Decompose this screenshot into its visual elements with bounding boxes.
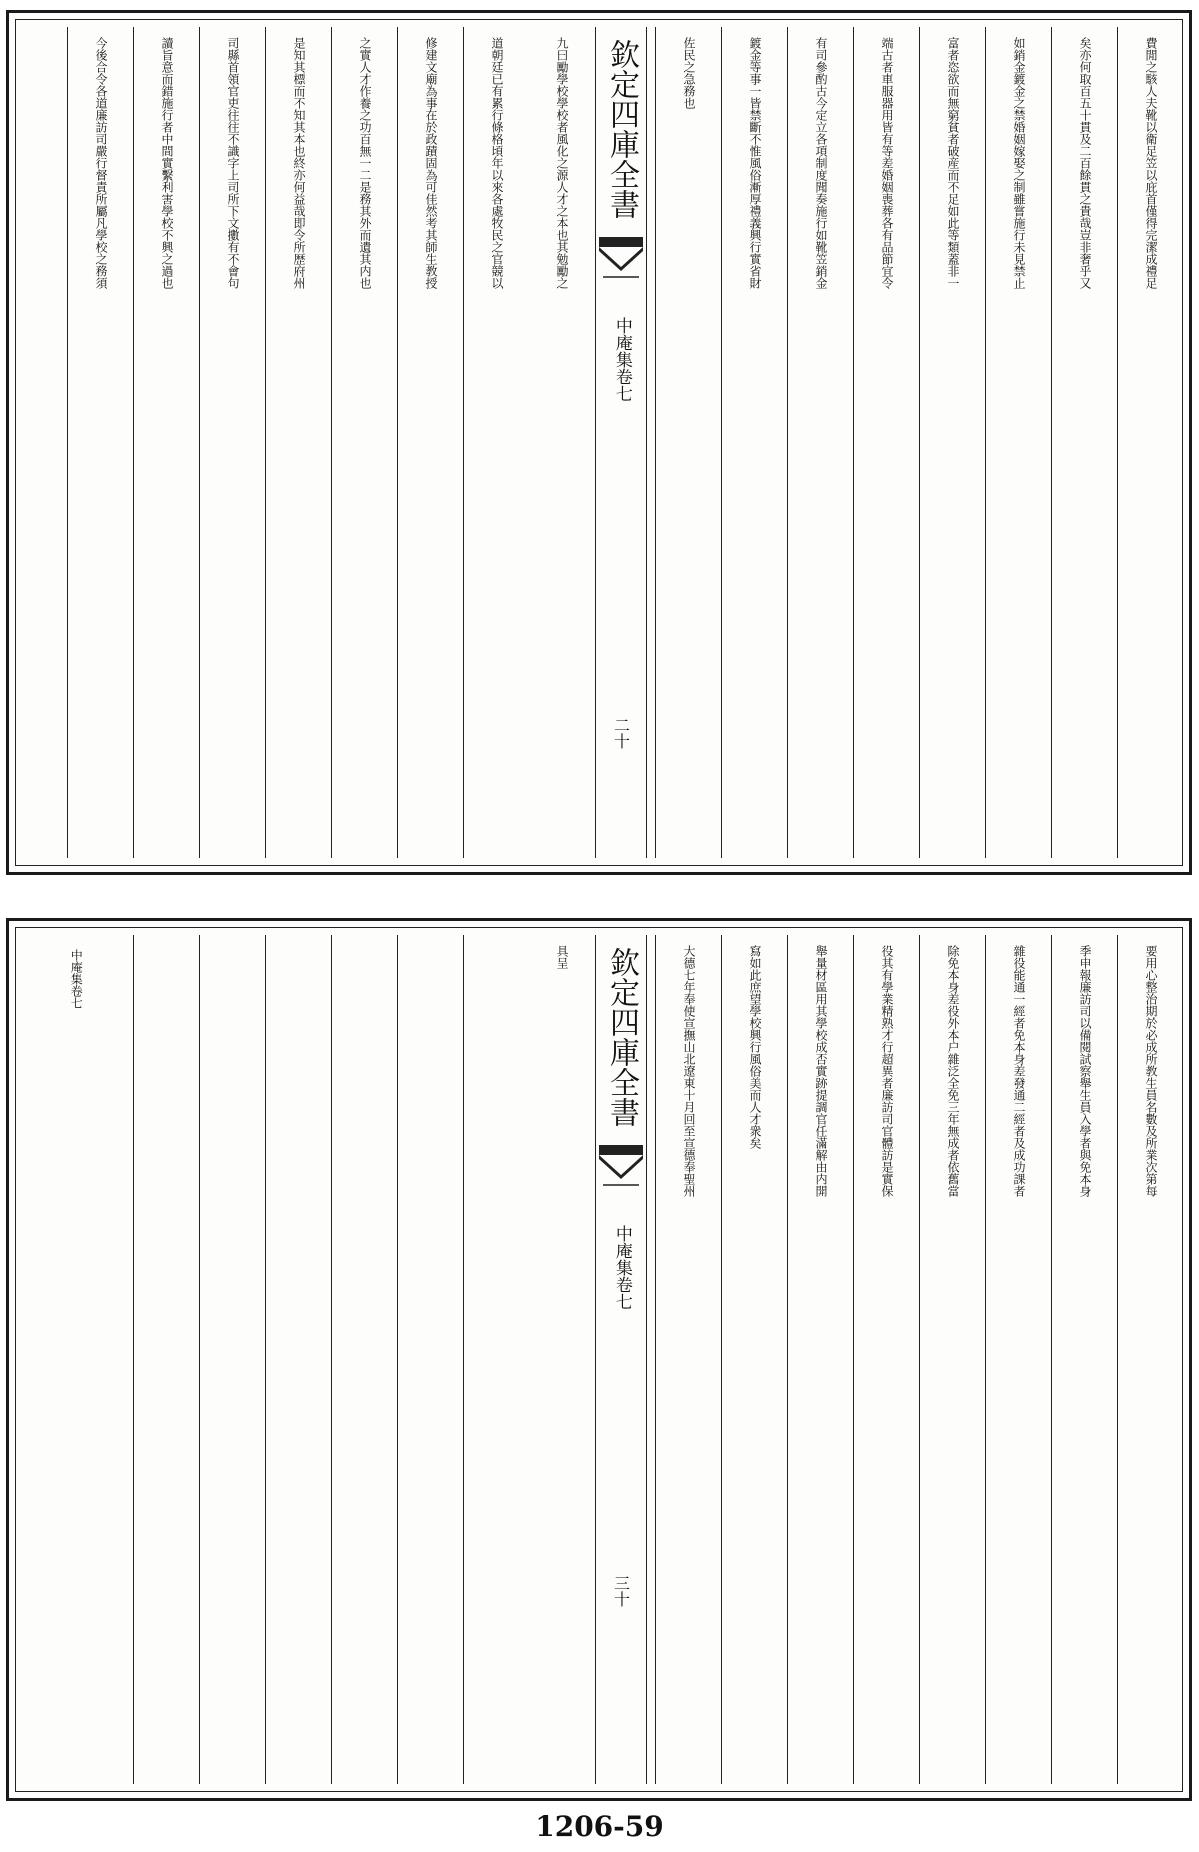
column-text: 佐民之急務也: [682, 37, 696, 109]
column-text: 富者恣欲而無窮貧者破産而不足如此等類蓋非一: [946, 37, 960, 289]
text-column: [721, 935, 788, 1784]
blank-column: [463, 935, 530, 1784]
center-fold: [595, 27, 647, 858]
column-text: 是知其標而不知其本也終亦何益哉即令所歴府州: [292, 37, 306, 289]
column-text: 今後合令各道廉訪司嚴行督責所屬凡學校之務須: [94, 37, 108, 289]
column-text: 端古者車服器用皆有等差婚姻喪葬各有品節宜令: [880, 37, 894, 289]
center-volume: [612, 317, 630, 407]
column-text: 如銷金鍍金之禁婚姻嫁娶之制雖嘗施行未見禁止: [1012, 37, 1026, 289]
center-collection-name: 中庵集: [611, 317, 632, 368]
text-column: [199, 27, 266, 858]
text-column: [853, 935, 920, 1784]
text-column: [985, 27, 1052, 858]
text-column: [1117, 27, 1184, 858]
text-column: [265, 27, 332, 858]
text-column: [787, 27, 854, 858]
center-title: 欽定四庫全書: [604, 39, 639, 219]
column-text: 季申報廉訪司以備閱試察舉生員入學者與免本身: [1078, 945, 1092, 1197]
text-column: [655, 935, 722, 1784]
column-text: 之實人才作養之功百無一二是務其外而遺其内也: [358, 37, 372, 289]
folio-number: 三十: [611, 1575, 631, 1607]
blank-column: [199, 935, 266, 1784]
text-column: [397, 27, 464, 858]
column-text: 讀旨意而錯施行者中間實繫利害學校不興之過也: [160, 37, 174, 289]
center-volume: [612, 1225, 630, 1315]
center-title: 欽定四庫全書: [604, 947, 639, 1127]
folio-number: 二十: [611, 717, 631, 749]
blank-column: [265, 935, 332, 1784]
text-column: [463, 27, 530, 858]
text-column: [67, 27, 134, 858]
column-text: 具呈: [555, 945, 569, 969]
column-text: 鍍金等事一皆禁斷不惟風俗漸厚禮義興行實省財: [748, 37, 762, 289]
text-column: [919, 27, 986, 858]
text-column: [787, 935, 854, 1784]
text-column: [331, 27, 398, 858]
column-text: 舉量材區用其學校成否實跡提調官任滿解由内開: [814, 945, 828, 1197]
volume-end-title: 中庵集卷七: [69, 949, 84, 1009]
text-column: [655, 27, 722, 858]
column-text: 寫如此庶望學校興行風俗美而人才衆矣: [748, 945, 762, 1149]
text-column: [133, 27, 200, 858]
column-text: 除免本身差役外本户雜泛全免三年無成者依舊當: [946, 945, 960, 1197]
column-text: 九曰勵學校學校者風化之源人才之本也其勉勵之: [555, 37, 569, 289]
column-text: 修建文廟為事在於政蹟固為可佳然考其師生教授: [424, 37, 438, 289]
text-column: [1051, 27, 1118, 858]
column-text: 要用心整治期於必成所教生員名數及所業次第每: [1144, 945, 1158, 1197]
column-text: 大德七年奉使宣撫山北遼東十月回至宣德奉聖州: [682, 945, 696, 1197]
text-column: [529, 935, 595, 1784]
column-text: 道朝廷已有累行條格頃年以來各處牧民之官競以: [490, 37, 504, 289]
column-text: 司縣首領官吏往往不識字上司所下文擻有不會句: [226, 37, 240, 289]
text-column: [721, 27, 788, 858]
bottom-page-panel: [6, 918, 1192, 1801]
fishtail-mark-icon: [599, 1145, 643, 1205]
text-column: [985, 935, 1052, 1784]
text-column: [919, 935, 986, 1784]
end-title-column: [19, 935, 133, 1784]
page-number: 1206-59: [535, 1810, 664, 1843]
blank-column: [133, 935, 200, 1784]
column-text: 矣亦何取百五十貫及二百餘貫之貴哉豈非奢乎又: [1078, 37, 1092, 289]
text-column: [853, 27, 920, 858]
column-text: 費閒之駭人夫靴以衛足笠以庇首僅得完潔成禮足: [1144, 37, 1158, 289]
text-column: [1117, 935, 1184, 1784]
blank-column: [397, 935, 464, 1784]
center-volume-number: 卷七: [611, 1276, 632, 1310]
center-volume-number: 卷七: [611, 368, 632, 402]
center-collection-name: 中庵集: [611, 1225, 632, 1276]
column-text: 有司參酌古今定立各項制度聞奏施行如靴笠銷金: [814, 37, 828, 289]
column-text: 雜役能通一經者免本身差發通二經者及成功課者: [1012, 945, 1026, 1197]
center-fold: [595, 935, 647, 1784]
blank-column: [331, 935, 398, 1784]
top-page-panel: [6, 10, 1192, 875]
text-column: [1051, 935, 1118, 1784]
column-text: 役其有學業精熟才行超異者廉訪司官體訪是實保: [880, 945, 894, 1197]
text-column: [529, 27, 595, 858]
fishtail-mark-icon: [599, 237, 643, 297]
